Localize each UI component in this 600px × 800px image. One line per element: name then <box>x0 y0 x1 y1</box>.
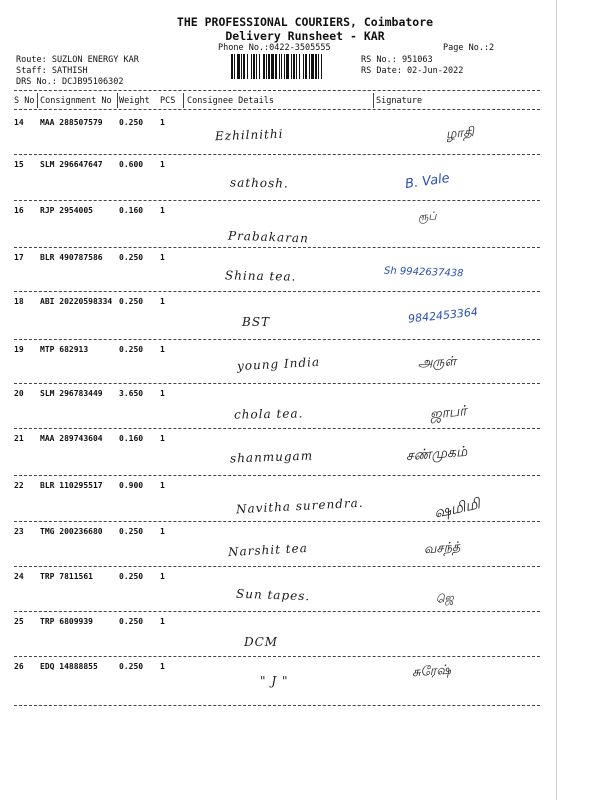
row-sno: 20 <box>14 389 24 398</box>
row-consignment: ABI 20220598334 <box>40 297 113 306</box>
col-header-consignee: Consignee Details <box>187 96 274 106</box>
row-divider <box>14 705 540 706</box>
row-weight: 0.250 <box>119 297 144 306</box>
page-edge <box>556 0 557 800</box>
row-sno: 19 <box>14 345 24 354</box>
rs-number: RS No.: 951063 <box>361 55 433 65</box>
row-weight: 0.250 <box>119 662 144 671</box>
row-sno: 18 <box>14 297 24 306</box>
consignee-handwriting: shanmugam <box>229 448 314 466</box>
route-label: Route: SUZLON ENERGY KAR <box>16 55 139 65</box>
row-consignment: TMG 200236680 <box>40 527 103 536</box>
row-pcs: 1 <box>160 160 165 169</box>
barcode-bar <box>263 54 265 79</box>
row-weight: 0.250 <box>119 118 144 127</box>
barcode-icon <box>231 54 353 79</box>
row-sno: 16 <box>14 206 24 215</box>
barcode-bar <box>318 54 319 79</box>
signature-mark: வசந்த் <box>423 539 461 558</box>
row-pcs: 1 <box>160 434 165 443</box>
row-sno: 14 <box>14 118 24 127</box>
barcode-bar <box>305 54 307 79</box>
company-title: THE PROFESSIONAL COURIERS, Coimbatore <box>176 15 434 29</box>
row-pcs: 1 <box>160 481 165 490</box>
barcode-bar <box>251 54 252 79</box>
row-consignment: RJP 2954005 <box>40 206 93 215</box>
consignee-handwriting: Narshit tea <box>227 540 309 560</box>
col-separator <box>37 93 38 108</box>
row-weight: 0.250 <box>119 527 144 536</box>
phone-number: Phone No.:0422-3505555 <box>218 43 331 53</box>
row-divider <box>14 656 540 657</box>
row-weight: 0.250 <box>119 345 144 354</box>
row-divider <box>14 475 540 476</box>
consignee-handwriting: Sun tapes. <box>235 586 311 604</box>
signature-mark: ஜாபர் <box>429 403 468 423</box>
row-consignment: TRP 6809939 <box>40 617 93 626</box>
row-weight: 0.160 <box>119 206 144 215</box>
col-header-consignment: Consignment No <box>40 96 112 106</box>
consignee-handwriting: BST <box>242 315 271 329</box>
barcode-bar <box>256 54 257 79</box>
barcode-bar <box>279 54 280 79</box>
row-consignment: BLR 490787586 <box>40 253 103 262</box>
row-sno: 21 <box>14 434 24 443</box>
header-rule-bottom <box>14 109 540 110</box>
col-separator <box>117 93 118 108</box>
row-pcs: 1 <box>160 572 165 581</box>
row-consignment: SLM 296783449 <box>40 389 103 398</box>
row-sno: 25 <box>14 617 24 626</box>
row-consignment: SLM 296647647 <box>40 160 103 169</box>
barcode-bar <box>291 54 292 79</box>
barcode-bar <box>268 54 270 79</box>
row-divider <box>14 291 540 292</box>
barcode-bar <box>241 54 242 79</box>
row-consignment: EDQ 14888855 <box>40 662 98 671</box>
row-divider <box>14 339 540 340</box>
barcode-bar <box>253 54 255 79</box>
barcode-bar <box>311 54 314 79</box>
barcode-bar <box>303 54 304 79</box>
consignee-handwriting: DCM <box>244 635 279 649</box>
consignee-handwriting: chola tea. <box>233 406 304 422</box>
barcode-bar <box>321 54 322 79</box>
col-header-sno: S No <box>14 96 35 106</box>
row-divider <box>14 154 540 155</box>
row-consignment: MAA 288507579 <box>40 118 103 127</box>
row-sno: 26 <box>14 662 24 671</box>
barcode-bar <box>309 54 310 79</box>
barcode-bar <box>247 54 248 79</box>
barcode-bar <box>259 54 260 79</box>
barcode-bar <box>286 54 289 79</box>
row-divider <box>14 611 540 612</box>
row-weight: 3.650 <box>119 389 144 398</box>
row-divider <box>14 566 540 567</box>
rs-date: RS Date: 02-Jun-2022 <box>361 66 464 76</box>
col-header-weight: Weight <box>119 96 150 106</box>
col-separator <box>183 93 184 108</box>
runsheet-subtitle: Delivery Runsheet - KAR <box>225 29 385 43</box>
barcode-bar <box>293 54 295 79</box>
row-pcs: 1 <box>160 253 165 262</box>
signature-mark: அருள் <box>417 354 457 371</box>
col-header-pcs: PCS <box>160 96 176 106</box>
consignee-handwriting: " J " <box>260 674 289 688</box>
barcode-bar <box>281 54 282 79</box>
row-weight: 0.160 <box>119 434 144 443</box>
header-rule-top <box>14 90 540 91</box>
row-sno: 15 <box>14 160 24 169</box>
row-weight: 0.250 <box>119 617 144 626</box>
barcode-bar <box>237 54 240 79</box>
row-pcs: 1 <box>160 617 165 626</box>
row-weight: 0.600 <box>119 160 144 169</box>
row-consignment: MAA 289743604 <box>40 434 103 443</box>
signature-mark: B. Vale <box>404 170 451 193</box>
barcode-bar <box>275 54 277 79</box>
signature-mark: ரூப் <box>417 209 437 224</box>
barcode-bar <box>234 54 235 79</box>
consignee-handwriting: sathosh. <box>229 175 289 191</box>
consignee-handwriting: Ezhilnithi <box>214 126 284 144</box>
row-divider <box>14 383 540 384</box>
signature-mark: ழாதி <box>445 125 475 142</box>
row-weight: 0.900 <box>119 481 144 490</box>
col-separator <box>373 93 374 108</box>
barcode-bar <box>271 54 274 79</box>
row-pcs: 1 <box>160 118 165 127</box>
barcode-bar <box>299 54 300 79</box>
row-weight: 0.250 <box>119 253 144 262</box>
row-sno: 24 <box>14 572 24 581</box>
signature-mark: ஜெ <box>435 591 455 606</box>
row-consignment: MTP 682913 <box>40 345 89 354</box>
consignee-handwriting: Prabakaran <box>227 228 310 246</box>
consignee-handwriting: young India <box>236 354 321 374</box>
row-pcs: 1 <box>160 345 165 354</box>
row-sno: 23 <box>14 527 24 536</box>
row-pcs: 1 <box>160 662 165 671</box>
barcode-bar <box>284 54 285 79</box>
row-pcs: 1 <box>160 206 165 215</box>
consignee-handwriting: Shina tea. <box>224 268 297 284</box>
barcode-bar <box>315 54 317 79</box>
drs-number: DRS No.: DCJB95106302 <box>16 77 124 87</box>
consignee-handwriting: Navitha surendra. <box>235 495 364 517</box>
signature-mark: ஷமிமி <box>432 494 482 522</box>
row-pcs: 1 <box>160 389 165 398</box>
row-sno: 17 <box>14 253 24 262</box>
row-pcs: 1 <box>160 297 165 306</box>
row-divider <box>14 247 540 248</box>
staff-label: Staff: SATHISH <box>16 66 88 76</box>
row-consignment: BLR 110295517 <box>40 481 103 490</box>
row-sno: 22 <box>14 481 24 490</box>
row-consignment: TRP 7811561 <box>40 572 93 581</box>
col-header-signature: Signature <box>376 96 423 106</box>
row-pcs: 1 <box>160 527 165 536</box>
signature-mark: சண்முகம் <box>405 443 468 465</box>
barcode-bar <box>266 54 267 79</box>
barcode-bar <box>231 54 233 79</box>
barcode-bar <box>296 54 297 79</box>
page-number: Page No.:2 <box>443 43 495 53</box>
row-divider <box>14 521 540 522</box>
row-weight: 0.250 <box>119 572 144 581</box>
signature-mark: 9842453364 <box>407 305 479 326</box>
barcode-bar <box>243 54 245 79</box>
signature-mark: சுரேஷ் <box>411 662 452 681</box>
signature-mark: Sh 9942637438 <box>383 265 464 280</box>
row-divider <box>14 200 540 201</box>
row-divider <box>14 428 540 429</box>
